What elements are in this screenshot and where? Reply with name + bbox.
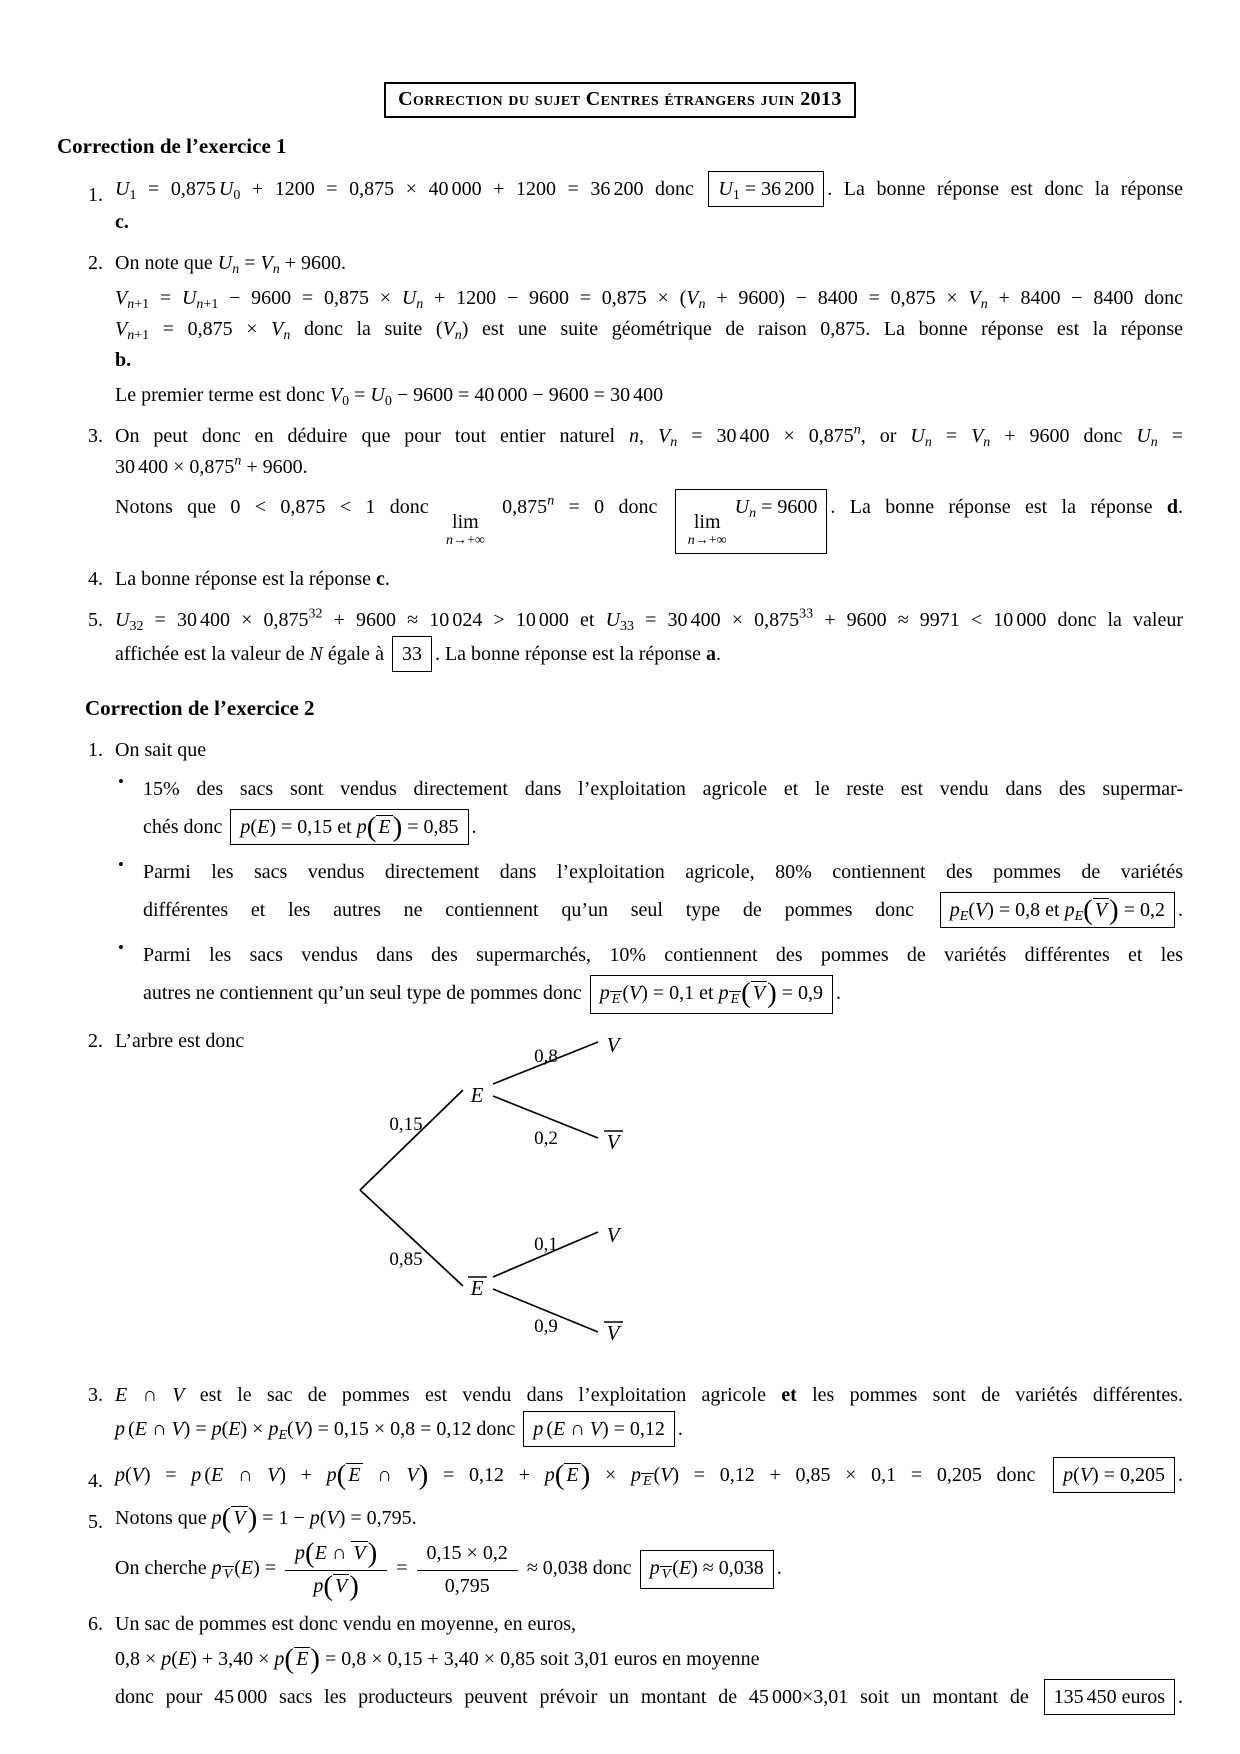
math-line: 0,8 × p(E) + 3,40 × p( E) = 0,8 × 0,15 + 3,40 × 0,85 soit 3,01 euros en moyenne xyxy=(115,1642,760,1675)
prob-label-Ebar-V: 0,1 xyxy=(534,1233,558,1255)
ex1-item-1 xyxy=(88,171,1183,238)
math-line: On peut donc en déduire que pour tout entier naturel n, $V_n = 30$ $400 \times 0,875^n$, or $U_n = V_n + 9600$ donc $U_n$ = xyxy=(115,422,1184,451)
probability-tree xyxy=(340,1018,660,1370)
exercise2-heading: Correction de l’exercice 2 xyxy=(85,696,315,720)
math-line: $U_{32} = 30$ $400 \times 0,875^{32} + 9600 \approx 10$ 024 > 10 000 et $U_{33} = 30$ $400 \times 0,875^{33} + 9600 \approx 9971 < 10$ 000 donc la valeur xyxy=(115,606,1184,635)
tree-node-Ebar: E xyxy=(470,1275,484,1300)
math-line-fraction: On cherche p $_V$ (E) = $\frac{p(E \cap V)}{p( V)}$ = $\frac{0,15 \times 0,2}{0,795}$ ≈ 0,038 donc p $_V$ (E) ≈ 0,038 . xyxy=(115,1536,782,1602)
branch-root-E xyxy=(360,1090,463,1190)
math-line: différentes et les autres ne contiennent qu’un seul type de pommes donc $p_E(V) = 0,8$ et $p_E$( V) = 0,2 . xyxy=(143,892,1183,928)
exercise1-list xyxy=(88,171,1183,672)
tree-leaf-V-lower: V xyxy=(606,1222,620,1247)
tree-nodes xyxy=(468,1033,623,1345)
tree-node-E: E xyxy=(470,1082,484,1107)
bullet-item-2 xyxy=(115,857,1183,928)
item-number: 1. xyxy=(88,184,103,206)
item-number: 3. xyxy=(88,1383,103,1406)
math-line: p (E ∩ $V) = p(E) \times p_E(V) = 0,15 \times 0,8 = 0,12$ donc p (E ∩ V) = 0,12 . xyxy=(115,1411,1183,1447)
bullet-item-1 xyxy=(115,774,1183,845)
item-number: 4. xyxy=(88,1469,103,1492)
item-number: 3. xyxy=(88,425,103,447)
math-line: donc pour 45 000 sacs les producteurs peuvent prévoir un montant de 45 000×3,01 soit un montant de 135 450 euros . xyxy=(115,1679,1183,1715)
text-line: Parmi les sacs vendus dans des supermarchés, 10% contiennent des pommes de variétés différentes et les xyxy=(143,944,1183,966)
math-line: autres ne contiennent qu’un seul type de pommes donc p $_E$ (V) = 0,1 et p $_E$( V) = 0,9 . xyxy=(143,975,1183,1014)
ex1-item-5 xyxy=(88,605,1183,672)
exercise1-heading: Correction de l’exercice 1 xyxy=(57,134,287,158)
item-number: 6. xyxy=(88,1612,103,1635)
math-line: affichée est la valeur de N égale à 33 . La bonne réponse est la réponse a. xyxy=(115,636,1183,672)
bullet-icon: • xyxy=(118,772,124,791)
math-line: $V_{n+1} = U_{n+1} - 9600 = 0,875 \times U_n + 1200 - 9600 = 0,875 \times (V_n + 9600) - 8400 = 0,875 \times V_n + 8400 - 8400$ donc xyxy=(115,287,1184,313)
ex1-item-3 xyxy=(88,421,1183,554)
text-line: L’arbre est donc xyxy=(115,1029,245,1052)
item-number: 1. xyxy=(88,739,103,761)
text-line: Un sac de pommes est donc vendu en moyenne, en euros, xyxy=(115,1612,576,1635)
prob-label-E-Vbar: 0,2 xyxy=(534,1127,558,1149)
document-title: Correction du sujet Centres étrangers juin 2013 xyxy=(384,82,856,118)
item-number: 5. xyxy=(88,1510,103,1533)
bullet-icon: • xyxy=(118,855,124,874)
ex2-item-6 xyxy=(88,1609,1183,1715)
branch-root-Ebar xyxy=(360,1190,463,1286)
text-line: La bonne réponse est la réponse c. xyxy=(115,568,390,590)
answer-letter-line: c. xyxy=(115,211,129,233)
ex2-item-3 xyxy=(88,1380,1183,1447)
item-number: 5. xyxy=(88,609,103,631)
math-line: chés donc p(E) = 0,15 et p( E) = 0,85 . xyxy=(143,809,1183,845)
ex2-item-2 xyxy=(88,1026,1183,1370)
math-line: 30 $400 \times 0,875^n + 9600$. xyxy=(115,453,308,478)
prob-label-root-Ebar: 0,85 xyxy=(389,1248,423,1270)
text-line: Parmi les sacs vendus directement dans l’exploitation agricole, 80% contiennent des pommes de variétés xyxy=(143,861,1183,883)
answer-letter-line: b. xyxy=(115,349,132,371)
text-line: On sait que xyxy=(115,739,207,761)
item-number: 2. xyxy=(88,252,103,274)
bullet-item-3 xyxy=(115,940,1183,1014)
ex2-item-1 xyxy=(88,735,1183,1014)
title-row xyxy=(57,82,1183,118)
math-line: On note que $U_n = V_n + 9600$. xyxy=(115,252,346,278)
text-line: 15% des sacs sont vendus directement dans l’exploitation agricole et le reste est vendu dans des supermar- xyxy=(143,778,1183,800)
text-line: E ∩ V est le sac de pommes est vendu dans l’exploitation agricole et les pommes sont de variétés différentes. xyxy=(115,1383,1184,1406)
ex2-item-5 xyxy=(88,1501,1183,1602)
bullet-icon: • xyxy=(118,938,124,957)
math-line: $U_1 = 0,875$ $U_0 + 1200 = 0,875 \times 40$ 000 + 1200 = 36 200 donc $U_1 = 36$ 200 . La bonne réponse est donc la réponse xyxy=(115,171,1183,207)
math-line: $V_{n+1} = 0,875 \times V_n$ donc la suite $(V_n)$ est une suite géométrique de raison 0,875. La bonne réponse est la réponse xyxy=(115,318,1183,344)
tree-leaf-Vbar-upper: V xyxy=(606,1129,620,1154)
math-line: Notons que p( V) = 1 − p(V) = 0,795. xyxy=(115,1501,417,1534)
ex2-item-4 xyxy=(88,1457,1183,1493)
tree-leaf-V-upper: V xyxy=(606,1032,620,1057)
tree-leaf-Vbar-lower: V xyxy=(606,1320,620,1345)
item-number: 4. xyxy=(88,568,103,590)
prob-label-root-E: 0,15 xyxy=(389,1113,423,1135)
prob-label-E-V: 0,8 xyxy=(534,1045,558,1067)
math-line: p(V) = p (E ∩ V) + p( E ∩ V) = 0,12 + p( E) × p $_E$ (V) = 0,12 + 0,85 × 0,1 = 0,205 donc p(V) = 0,205 . xyxy=(115,1457,1183,1493)
ex1-item-4 xyxy=(88,564,1183,595)
exercise2-list xyxy=(88,735,1183,1715)
math-line: Notons que 0 < 0,875 < 1 donc lim n→+∞ $0,875^n = 0$ donc lim n→+∞ $U_n = 9600$ . La bonne réponse est la réponse d. xyxy=(115,489,1183,554)
bullet-list xyxy=(115,774,1183,1014)
math-line: Le premier terme est donc $V_0 = U_0 - 9600 = 40$ 000 − 9600 = 30 400 xyxy=(115,384,664,410)
ex1-item-2 xyxy=(88,248,1183,411)
prob-label-Ebar-Vbar: 0,9 xyxy=(534,1315,558,1337)
item-number: 2. xyxy=(88,1029,103,1052)
